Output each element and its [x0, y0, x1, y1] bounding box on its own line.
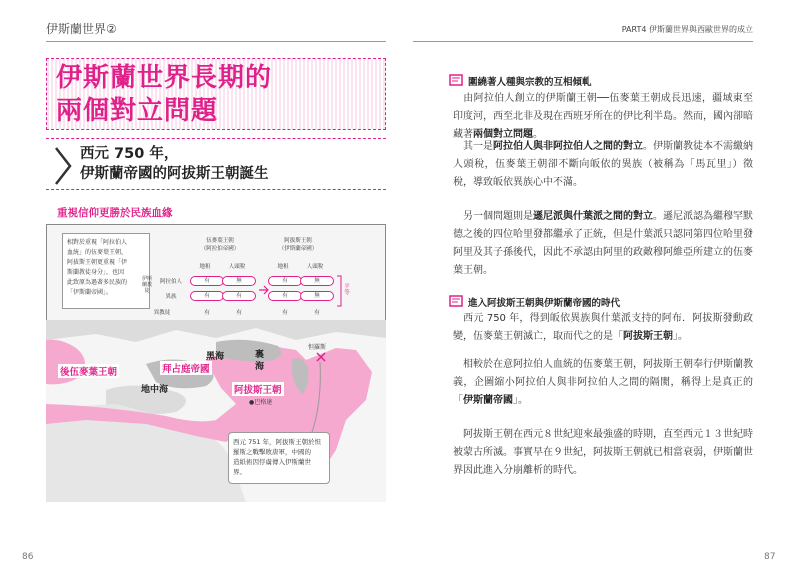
- section-1-paragraph-3: [453, 208, 753, 280]
- text-run: 另一個問題則是: [463, 211, 533, 222]
- arrow-icon: [258, 280, 270, 300]
- subhead-line-1: 西元 750 年，: [80, 146, 179, 162]
- section-2-heading: 進入阿拔斯王朝與伊斯蘭帝國的時代: [468, 298, 621, 309]
- note-line: 「伊斯蘭帝國」。: [67, 289, 113, 296]
- territory-map: [46, 320, 386, 502]
- abbasid-nonmuslim-land-tax: 有: [282, 310, 288, 316]
- abbasid-land-tax-header: 地租: [277, 264, 289, 270]
- map-label-baghdad: ●巴格達: [249, 399, 273, 406]
- abbasid-title: 阿拔斯王朝: [284, 238, 312, 244]
- abbasid-arab-poll-tax: 無: [300, 276, 334, 286]
- map-label-abbasid: 阿拔斯王朝: [232, 382, 284, 396]
- umayyad-subtitle: （阿拉伯帝國）: [200, 246, 240, 252]
- map-label-black-sea: 黑海: [206, 352, 225, 362]
- chevron-icon: [52, 146, 74, 186]
- abbasid-subtitle: （伊斯蘭帝國）: [278, 246, 318, 252]
- bold-term: 遜尼派與什葉派之間的對立: [533, 211, 653, 222]
- equal-note: 平等: [344, 284, 350, 296]
- text-run: 」。: [513, 395, 528, 406]
- title-line-2: 兩個對立問題: [56, 96, 219, 126]
- text-run: 。: [533, 129, 543, 140]
- callout-line: 羅斯之戰擊敗唐軍，中國的: [233, 448, 311, 456]
- section-2-paragraph-2: [453, 356, 753, 410]
- note-line: 此致原為過著多民族的: [67, 279, 128, 286]
- umayyad-other-poll-tax: 有: [222, 291, 256, 301]
- text-run: 。遜尼派認為繼穆罕默德之後的四位哈里發都繼承了正統，但是什葉派只認同第四位哈里發阿里及其子孫後代，因此不承認由阿里的政敵穆阿維亞所建立的伍麥葉王朝。: [453, 211, 753, 276]
- note-line: 血統」的伍麥葉王朝，: [67, 249, 128, 256]
- umayyad-poll-tax-header: 人頭稅: [228, 264, 246, 270]
- section-subhead: [80, 144, 269, 184]
- text-run: 其一是: [463, 141, 493, 152]
- umayyad-nonmuslim-poll-tax: 有: [236, 310, 242, 316]
- page-number-left: 86: [22, 552, 34, 562]
- map-label-talas: 怛羅斯: [308, 344, 327, 351]
- bold-term: 伊斯蘭帝國: [463, 395, 513, 406]
- text-run: 西元 750 年，得到皈依異族與什葉派支持的阿布．阿拔斯發動政變，伍麥葉王朝滅亡，取而代之的是「: [453, 313, 754, 342]
- figure-note: [62, 233, 153, 309]
- map-label-later-umayyad: 後伍麥葉王朝: [58, 364, 119, 378]
- right-running-header: PART4 伊斯蘭世界與西歐世界的成立: [621, 25, 753, 34]
- title-rule: [46, 138, 386, 139]
- subhead-rule: [46, 189, 386, 190]
- section-heading-icon: [449, 74, 465, 88]
- right-header-rule: [413, 41, 753, 42]
- map-label-mediterranean: 地中海: [141, 385, 169, 395]
- figure-title: 重視信仰更勝於民族血緣: [57, 207, 173, 219]
- umayyad-nonmuslim-land-tax: 有: [204, 310, 210, 316]
- abbasid-other-poll-tax: 無: [300, 291, 334, 301]
- abbasid-arab-land-tax: 有: [268, 276, 302, 286]
- title-line-1: 伊斯蘭世界長期的: [56, 63, 273, 93]
- subhead-line-2: 伊斯蘭帝國的阿拔斯王朝誕生: [80, 166, 269, 182]
- section-1-paragraph-2: [453, 138, 753, 192]
- bold-term: 阿拔斯王朝: [623, 331, 673, 342]
- tax-comparison-table: [142, 236, 380, 320]
- bold-term: 兩個對立問題: [473, 129, 533, 140]
- abbasid-nonmuslim-poll-tax: 有: [314, 310, 320, 316]
- umayyad-other-land-tax: 有: [190, 291, 224, 301]
- umayyad-land-tax-header: 地租: [199, 264, 211, 270]
- umayyad-title: 伍麥葉王朝: [206, 238, 234, 244]
- callout-line: 界。: [233, 468, 246, 476]
- umayyad-arab-land-tax: 有: [190, 276, 224, 286]
- abbasid-other-land-tax: 有: [268, 291, 302, 301]
- text-run: 。伊斯蘭教徒本不需繳納人頭稅，伍麥葉王朝卻不斷向皈依的異族（被稱為「馬瓦里」）徵稅，導致皈依異族心中不滿。: [453, 141, 753, 188]
- bold-term: 阿拉伯人與非阿拉伯人之間的對立: [493, 141, 643, 152]
- text-run: 」。: [673, 331, 688, 342]
- map-label-caspian: 裏海: [255, 350, 265, 372]
- section-2-paragraph-3: [453, 426, 753, 480]
- note-line: 阿拔斯王朝更重視「伊: [67, 259, 128, 266]
- text-run: 相較於在意阿拉伯人血統的伍麥葉王朝，阿拔斯王朝奉行伊斯蘭教義，企圖縮小阿拉伯人與非阿拉伯人之間的隔閡，稱得上是真正的「: [453, 359, 753, 406]
- note-line: 斯蘭教徒身分」，也因: [67, 269, 125, 276]
- callout-line: 西元 751 年，阿拔斯王朝於怛: [233, 438, 322, 446]
- callout-line: 造紙術因俘虜傳入伊斯蘭世: [233, 458, 311, 466]
- battle-marker-icon: [316, 352, 326, 362]
- left-header-rule: [46, 41, 386, 42]
- nonmuslim-row-label: 異教徒: [153, 310, 171, 316]
- callout-pointer: [310, 362, 324, 434]
- section-2-paragraph-1: [453, 310, 753, 346]
- map-label-byzantine: 拜占庭帝國: [160, 361, 212, 375]
- section-1-heading: 圍繞著人種與宗教的互相傾軋: [468, 77, 592, 88]
- other-row-label: 異族: [165, 294, 177, 300]
- talas-callout: [228, 432, 330, 484]
- left-running-header: 伊斯蘭世界②: [46, 22, 117, 36]
- section-1-paragraph-1: [453, 90, 753, 144]
- abbasid-poll-tax-header: 人頭稅: [306, 264, 324, 270]
- muslim-row-side-label: 伊斯蘭教徒: [142, 276, 153, 294]
- section-heading-icon: [449, 295, 465, 309]
- text-run: 由阿拉伯人創立的伊斯蘭王朝──伍麥葉王朝成長迅速，疆域東至印度河，西至北非及現在西班牙所在的伊比利半島。然而，國內卻暗藏著: [453, 93, 754, 140]
- page-number-right: 87: [764, 552, 776, 562]
- page-title: [56, 62, 272, 128]
- umayyad-arab-poll-tax: 無: [222, 276, 256, 286]
- text-run: 阿拔斯王朝在西元８世紀迎來最強盛的時期，直至西元１３世紀時被蒙古所滅。事實早在９世紀，阿拔斯王朝就已相當衰弱，伊斯蘭世界因此進入分崩離析的時代。: [453, 429, 753, 476]
- arab-row-label: 阿拉伯人: [159, 279, 182, 285]
- note-line: 相對於重視「阿拉伯人: [67, 239, 128, 246]
